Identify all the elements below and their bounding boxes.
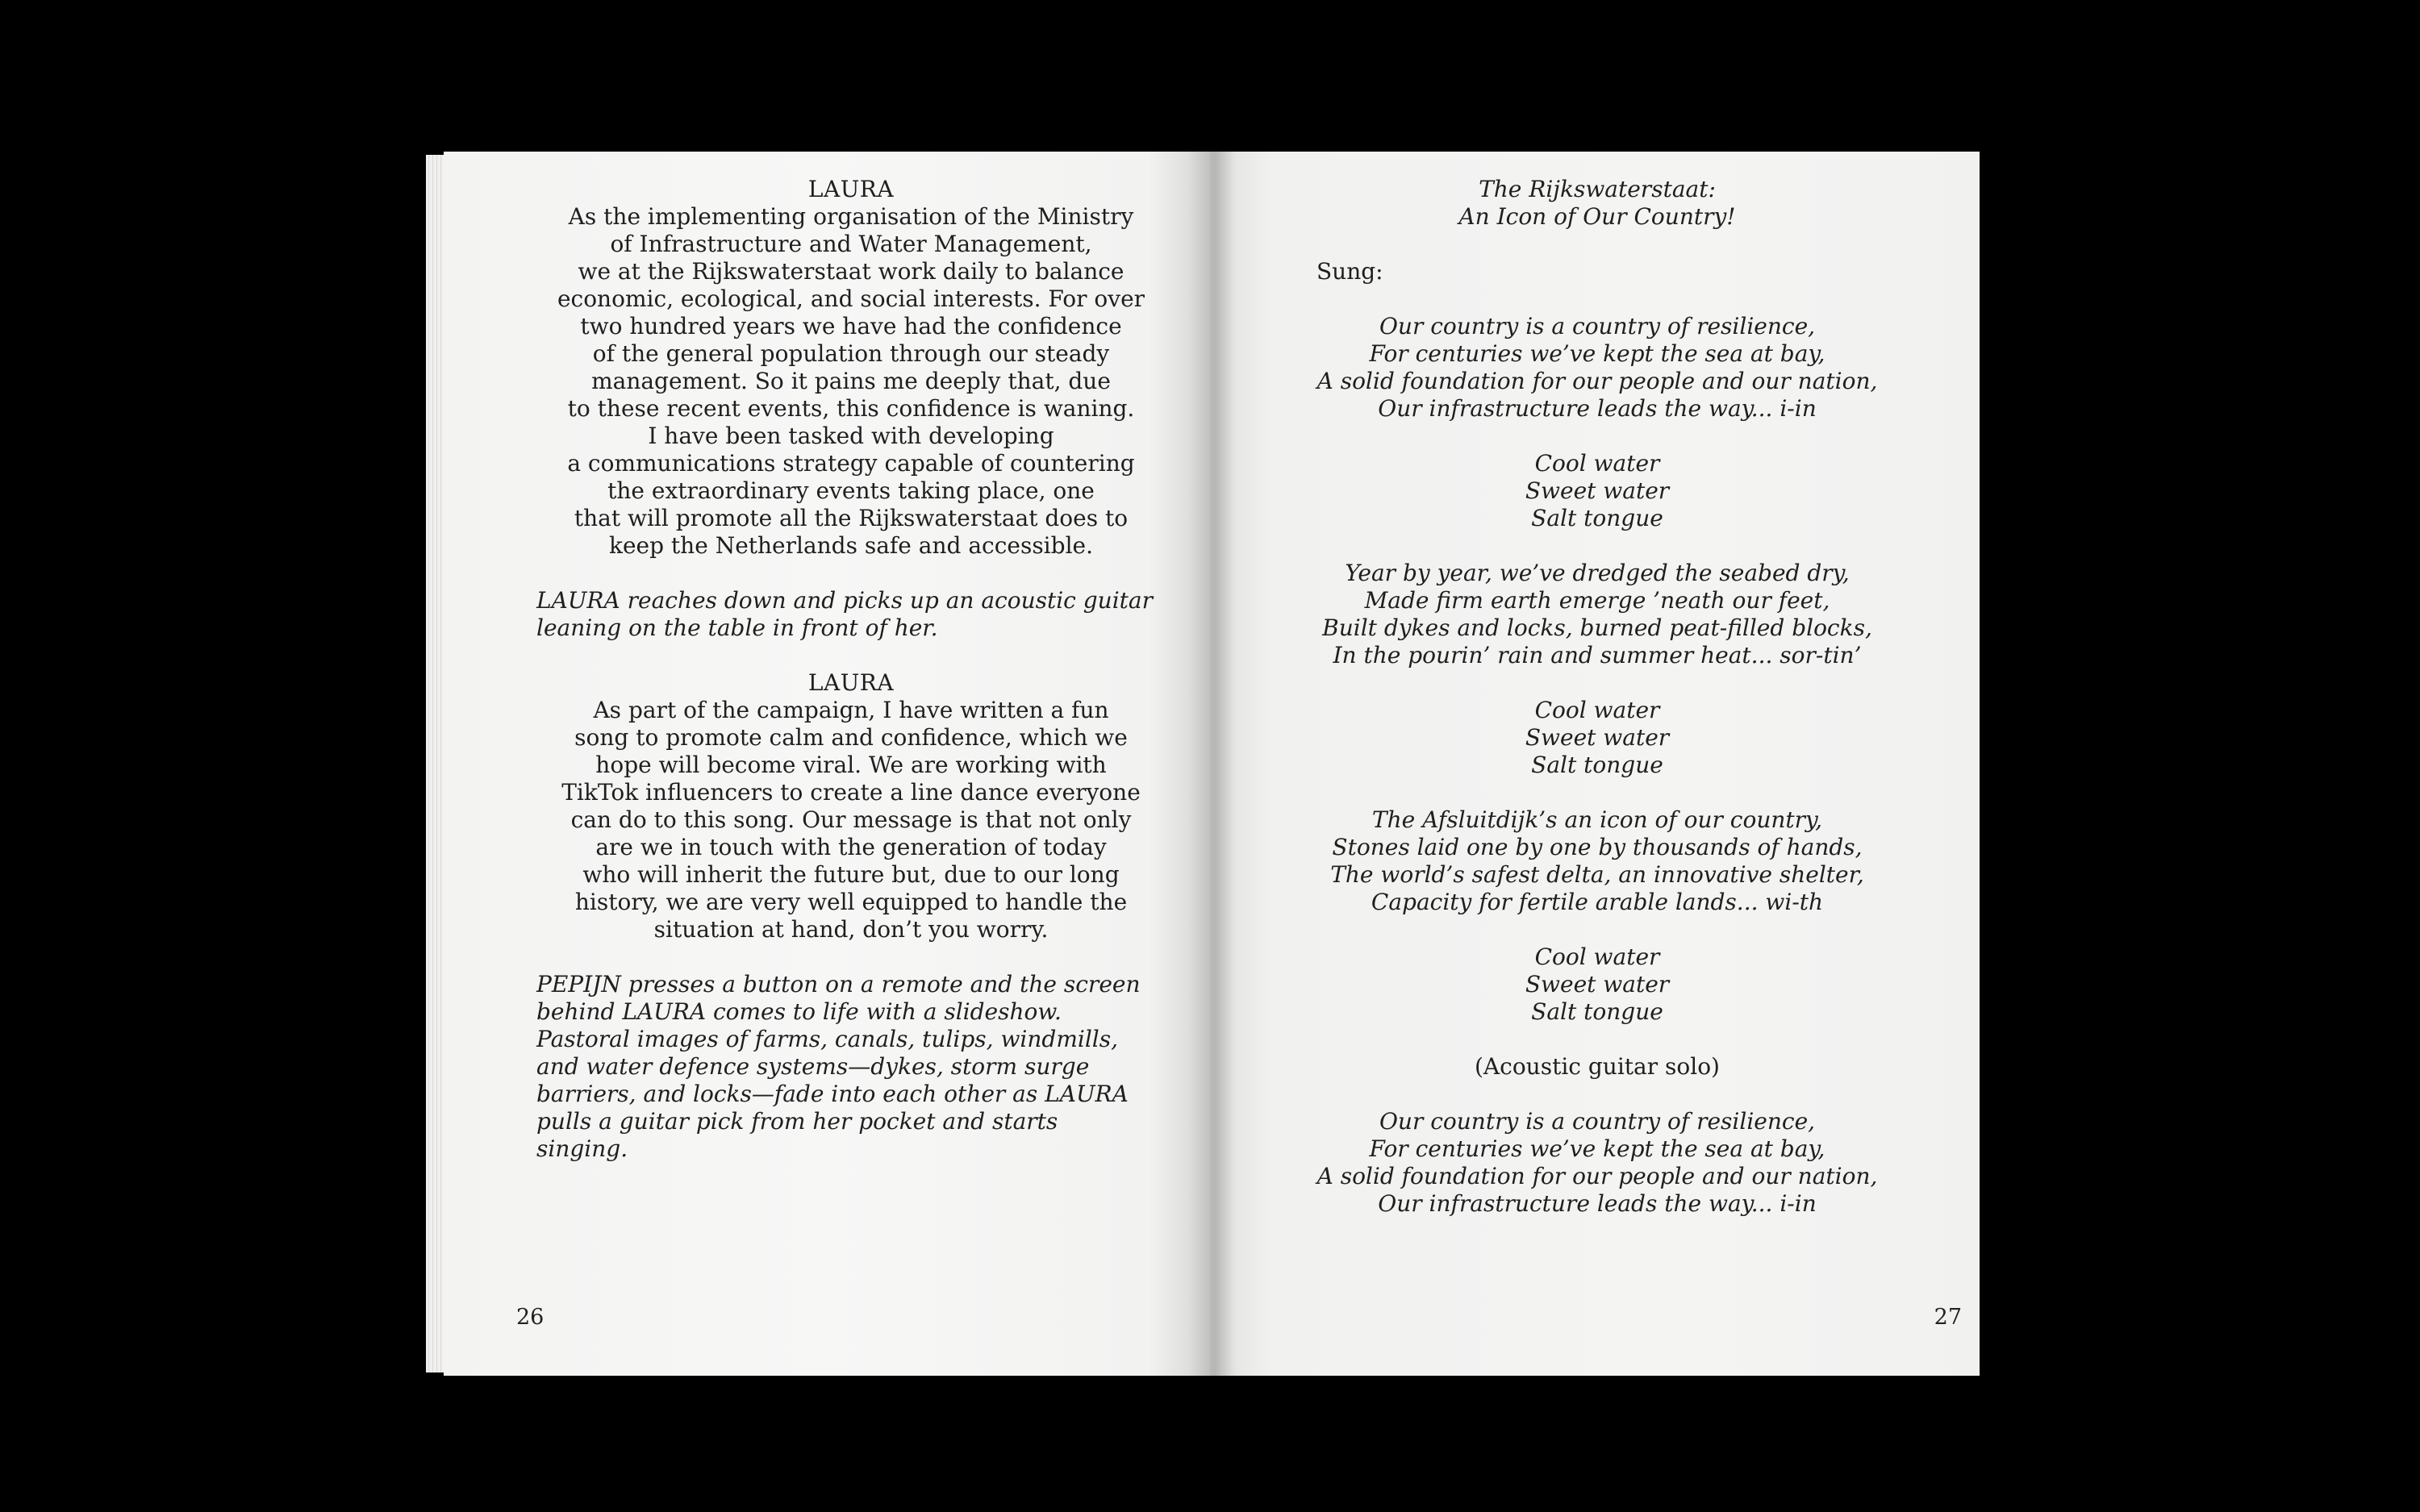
speech-line: can do to this song. Our message is that not only xyxy=(570,806,1132,833)
song-title-line: The Rijkswaterstaat: xyxy=(1479,176,1716,202)
left-page-text xyxy=(536,176,1166,1190)
speech-line: keep the Netherlands safe and accessible. xyxy=(609,532,1093,559)
stage-line: PEPIJN presses a button on a remote and the screen xyxy=(536,971,1141,998)
chorus-stanza xyxy=(1258,697,1936,779)
speech-line: we at the Rijkswaterstaat work daily to balance xyxy=(578,258,1124,285)
speaker-name: LAURA xyxy=(807,176,895,202)
guitar-solo-note: (Acoustic guitar solo) xyxy=(1475,1053,1720,1080)
stage-line: and water defence systems—dykes, storm surge xyxy=(536,1053,1090,1080)
speech-line: of Infrastructure and Water Management, xyxy=(610,231,1092,257)
lyric-line: Stones laid one by one by thousands of hands, xyxy=(1332,834,1863,860)
lyric-line: Sweet water xyxy=(1525,724,1670,751)
lyric-line: In the pourin’ rain and summer heat... sor-tin’ xyxy=(1333,642,1862,669)
verse-stanza xyxy=(1258,313,1936,423)
lyric-line: The Afsluitdijk’s an icon of our country, xyxy=(1371,806,1823,833)
speech-line: economic, ecological, and social interests. For over xyxy=(557,285,1145,312)
lyric-line: A solid foundation for our people and our nation, xyxy=(1316,1163,1878,1189)
page-number: 26 xyxy=(516,1305,544,1330)
chorus-stanza xyxy=(1258,450,1936,532)
speech-line: song to promote calm and confidence, which we xyxy=(574,724,1128,751)
speech-line: a communications strategy capable of countering xyxy=(567,450,1135,477)
speech-line: the extraordinary events taking place, one xyxy=(607,477,1095,504)
lyric-line: Our country is a country of resilience, xyxy=(1379,1108,1816,1135)
lyric-line: Made firm earth emerge ’neath our feet, xyxy=(1364,587,1830,614)
lyric-line: Salt tongue xyxy=(1531,752,1663,778)
stage-direction xyxy=(536,971,1166,1163)
lyric-line: The world’s safest delta, an innovative shelter, xyxy=(1330,861,1864,888)
left-page xyxy=(444,152,1210,1376)
speech-line: two hundred years we have had the confidence xyxy=(580,313,1122,339)
stage-line: barriers, and locks—fade into each other as LAURA xyxy=(536,1081,1129,1107)
lyric-line: Sweet water xyxy=(1525,477,1670,504)
speech-line: management. So it pains me deeply that, due xyxy=(591,368,1111,394)
stage-line: pulls a guitar pick from her pocket and starts xyxy=(536,1108,1058,1135)
speech-line: hope will become viral. We are working with xyxy=(595,752,1107,778)
speech-line: history, we are very well equipped to handle the xyxy=(574,889,1128,915)
song-title xyxy=(1258,176,1936,231)
lyric-line: Cool water xyxy=(1534,697,1660,723)
speech-line: who will inherit the future but, due to our long xyxy=(582,861,1120,888)
speech-line: situation at hand, don’t you worry. xyxy=(653,916,1049,943)
sung-label: Sung: xyxy=(1316,258,1383,285)
stage-line: LAURA reaches down and picks up an acoustic guitar xyxy=(536,587,1153,614)
speech-line: are we in touch with the generation of today xyxy=(595,834,1107,860)
lyric-line: Capacity for fertile arable lands... wi-th xyxy=(1371,889,1824,915)
lyric-line: Sweet water xyxy=(1525,971,1670,998)
stage-line: Pastoral images of farms, canals, tulips, windmills, xyxy=(536,1026,1119,1052)
stage-line: singing. xyxy=(536,1135,628,1162)
speech-block xyxy=(536,697,1166,943)
speech-line: to these recent events, this confidence is waning. xyxy=(567,395,1135,422)
open-book xyxy=(426,152,1980,1376)
speech-line: TikTok influencers to create a line dance everyone xyxy=(561,779,1141,806)
lyric-line: Salt tongue xyxy=(1531,505,1663,531)
speech-line: that will promote all the Rijkswaterstaat does to xyxy=(574,505,1129,531)
lyric-line: Cool water xyxy=(1534,450,1660,477)
lyric-line: Our infrastructure leads the way... i-in xyxy=(1378,395,1817,422)
page-number: 27 xyxy=(1934,1305,1962,1330)
speech-line: As the implementing organisation of the Ministry xyxy=(568,203,1134,230)
lyric-line: Salt tongue xyxy=(1531,998,1663,1025)
speech-block xyxy=(536,203,1166,560)
speech-line: As part of the campaign, I have written a fun xyxy=(593,697,1109,723)
chorus-stanza xyxy=(1258,943,1936,1026)
verse-stanza xyxy=(1258,560,1936,669)
lyric-line: Year by year, we’ve dredged the seabed dry, xyxy=(1345,560,1850,586)
speech-line: of the general population through our steady xyxy=(592,340,1110,367)
lyric-line: A solid foundation for our people and our nation, xyxy=(1316,368,1878,394)
lyric-line: For centuries we’ve kept the sea at bay, xyxy=(1369,340,1825,367)
stage-line: behind LAURA comes to life with a slideshow. xyxy=(536,998,1062,1025)
right-page xyxy=(1210,152,1980,1376)
stage-direction xyxy=(536,587,1166,642)
lyric-line: For centuries we’ve kept the sea at bay, xyxy=(1369,1135,1825,1162)
song-title-line: An Icon of Our Country! xyxy=(1458,203,1736,230)
lyric-line: Our country is a country of resilience, xyxy=(1379,313,1816,339)
speaker-name: LAURA xyxy=(807,669,895,696)
stage-line: leaning on the table in front of her. xyxy=(536,614,938,641)
lyric-line: Built dykes and locks, burned peat-filled blocks, xyxy=(1322,614,1872,641)
verse-stanza xyxy=(1258,1108,1936,1218)
speech-line: I have been tasked with developing xyxy=(648,423,1054,449)
lyric-line: Cool water xyxy=(1534,943,1660,970)
lyric-line: Our infrastructure leads the way... i-in xyxy=(1378,1190,1817,1217)
right-page-text xyxy=(1258,176,1936,1245)
verse-stanza xyxy=(1258,806,1936,916)
